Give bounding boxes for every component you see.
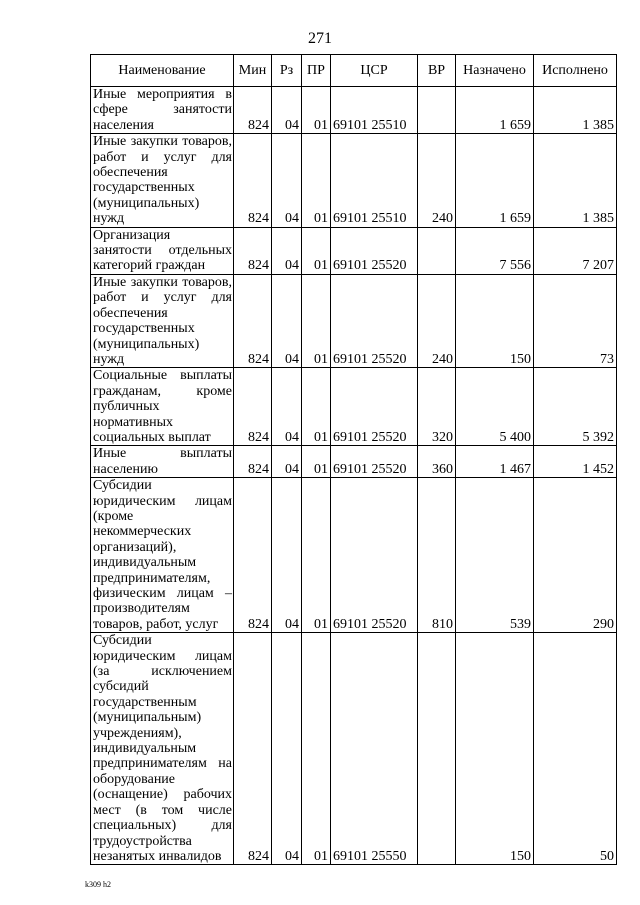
row-min: 824 (234, 87, 272, 134)
row-executed: 7 207 (534, 227, 617, 274)
table-row (91, 446, 617, 478)
row-assigned: 1 659 (456, 134, 534, 227)
header-assigned: Назначено (456, 55, 534, 87)
row-rz: 04 (272, 368, 302, 446)
row-rz: 04 (272, 633, 302, 865)
table-row (91, 274, 617, 367)
row-vr: 360 (418, 446, 456, 478)
row-executed: 1 452 (534, 446, 617, 478)
row-min: 824 (234, 274, 272, 367)
table-row (91, 633, 617, 865)
row-pr: 01 (302, 274, 331, 367)
row-csr: 69101 25520 (331, 227, 418, 274)
row-vr (418, 87, 456, 134)
row-name: Иные выплаты населению (91, 446, 234, 478)
header-vr: ВР (418, 55, 456, 87)
row-pr: 01 (302, 633, 331, 865)
row-name: Иные мероприятия в сфере занятости населения (91, 87, 234, 134)
table-header-row (91, 55, 617, 87)
row-min: 824 (234, 134, 272, 227)
row-vr: 810 (418, 478, 456, 633)
page-number: 271 (308, 30, 332, 47)
row-min: 824 (234, 446, 272, 478)
row-vr (418, 633, 456, 865)
row-executed: 1 385 (534, 87, 617, 134)
header-pr: ПР (302, 55, 331, 87)
row-min: 824 (234, 227, 272, 274)
row-executed: 50 (534, 633, 617, 865)
row-pr: 01 (302, 87, 331, 134)
row-min: 824 (234, 368, 272, 446)
row-vr: 240 (418, 134, 456, 227)
row-pr: 01 (302, 478, 331, 633)
row-csr: 69101 25520 (331, 478, 418, 633)
row-min: 824 (234, 478, 272, 633)
row-name: Социальные выплаты гражданам, кроме публичных нормативных социальных выплат (91, 368, 234, 446)
row-name: Субсидии юридическим лицам (за исключением субсидий государственным (муниципальным) учреждениям), индивидуальным предпринимателям на оборудование (оснащение) рабочих мест (в том числе специальных) для трудоустройства незанятых инвалидов (91, 633, 234, 865)
row-pr: 01 (302, 134, 331, 227)
row-rz: 04 (272, 87, 302, 134)
row-pr: 01 (302, 368, 331, 446)
row-assigned: 7 556 (456, 227, 534, 274)
row-name: Иные закупки товаров, работ и услуг для обеспечения государственных (муниципальных) нужд (91, 134, 234, 227)
row-rz: 04 (272, 134, 302, 227)
table-row (91, 368, 617, 446)
row-rz: 04 (272, 446, 302, 478)
header-name: Наименование (91, 55, 234, 87)
table-row (91, 478, 617, 633)
row-pr: 01 (302, 446, 331, 478)
row-executed: 1 385 (534, 134, 617, 227)
header-csr: ЦСР (331, 55, 418, 87)
row-csr: 69101 25550 (331, 633, 418, 865)
row-assigned: 150 (456, 633, 534, 865)
row-csr: 69101 25520 (331, 446, 418, 478)
row-rz: 04 (272, 274, 302, 367)
footer-code: k309 h2 (85, 880, 111, 889)
row-assigned: 1 659 (456, 87, 534, 134)
row-csr: 69101 25520 (331, 368, 418, 446)
row-name: Субсидии юридическим лицам (кроме некоммерческих организаций), индивидуальным предпринимателям, физическим лицам – производителям товаров, работ, услуг (91, 478, 234, 633)
row-assigned: 539 (456, 478, 534, 633)
row-assigned: 5 400 (456, 368, 534, 446)
table-row (91, 227, 617, 274)
row-executed: 5 392 (534, 368, 617, 446)
row-pr: 01 (302, 227, 331, 274)
header-rz: Рз (272, 55, 302, 87)
row-executed: 290 (534, 478, 617, 633)
row-csr: 69101 25510 (331, 87, 418, 134)
row-assigned: 150 (456, 274, 534, 367)
table-row (91, 87, 617, 134)
row-rz: 04 (272, 227, 302, 274)
header-min: Мин (234, 55, 272, 87)
row-csr: 69101 25510 (331, 134, 418, 227)
table-row (91, 134, 617, 227)
row-executed: 73 (534, 274, 617, 367)
row-vr: 320 (418, 368, 456, 446)
row-name: Иные закупки товаров, работ и услуг для обеспечения государственных (муниципальных) нужд (91, 274, 234, 367)
budget-table (90, 54, 617, 865)
row-assigned: 1 467 (456, 446, 534, 478)
row-vr (418, 227, 456, 274)
row-name: Организация занятости отдельных категорий граждан (91, 227, 234, 274)
header-executed: Исполнено (534, 55, 617, 87)
row-csr: 69101 25520 (331, 274, 418, 367)
row-vr: 240 (418, 274, 456, 367)
row-min: 824 (234, 633, 272, 865)
row-rz: 04 (272, 478, 302, 633)
